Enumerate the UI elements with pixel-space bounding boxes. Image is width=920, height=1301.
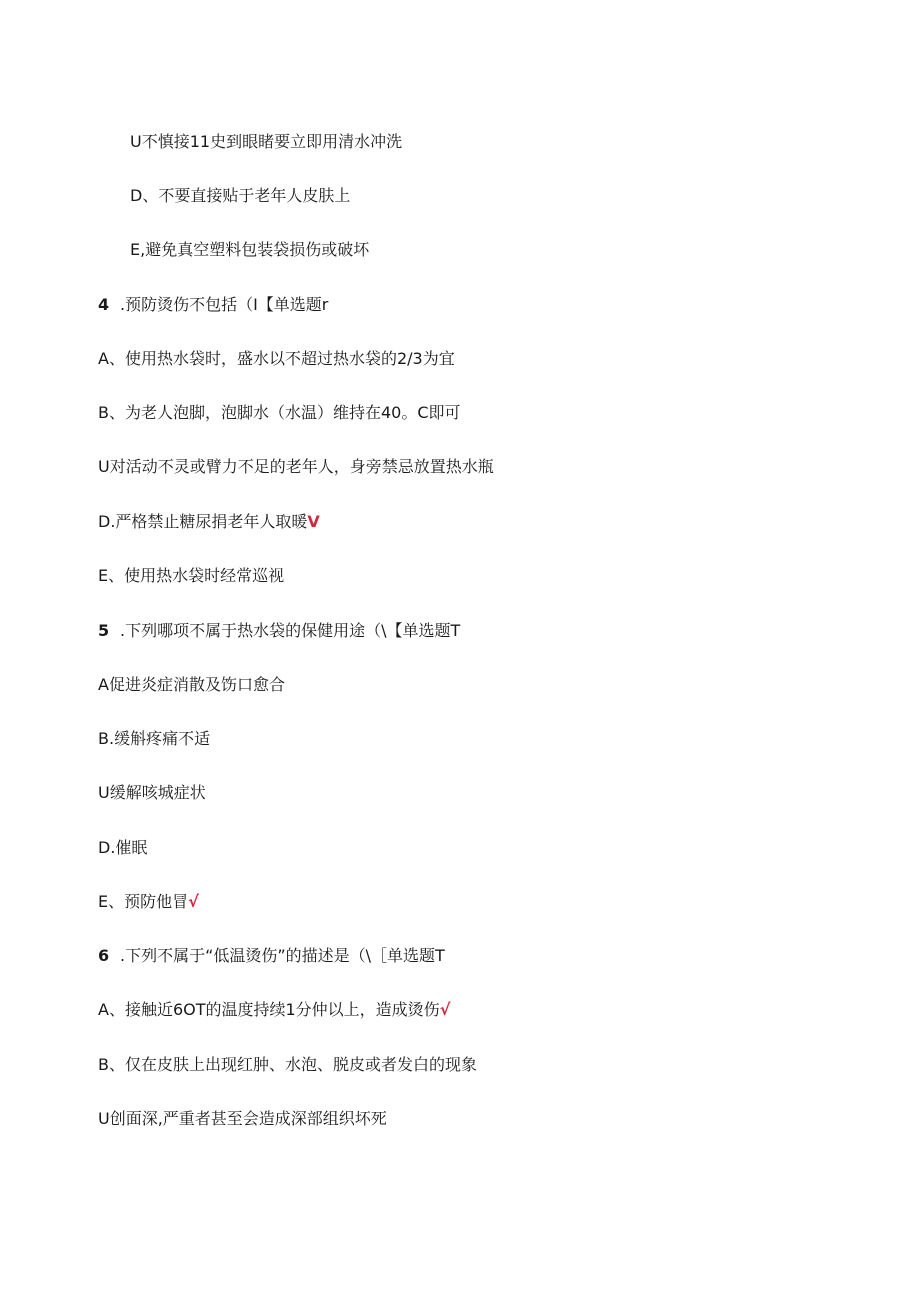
q5-option-a: A促进炎症消散及饬口愈合 — [98, 675, 285, 694]
question-4 — [98, 294, 328, 316]
q4-option-d: D.严格禁止糖尿捐老年人取暖V — [98, 512, 320, 531]
option-e-line: E,避免真空塑料包装袋损伤或破坏 — [130, 240, 370, 259]
q4-option-e: E、使用热水袋时经常巡视 — [98, 566, 285, 585]
option-d-line: D、不要直接贴于老年人皮肤上 — [130, 186, 351, 205]
q5-option-b: B.缓斛疼痛不适 — [98, 729, 211, 748]
question-text: .下列哪项不属于热水袋的保健用途（\【单选题T — [120, 621, 461, 640]
q5-option-e: E、预防他冒√ — [98, 892, 199, 911]
question-6 — [98, 945, 445, 967]
q6-option-a: A、接触近6OT的温度持续1分仲以上，造成烫伤√ — [98, 1000, 451, 1019]
question-number: 5 — [98, 621, 110, 640]
answer-mark: √ — [188, 892, 199, 911]
q4-option-a: A、使用热水袋时，盛水以不超过热水袋的2/3为宜 — [98, 349, 455, 368]
option-c-line: U不慎接11史到眼睹要立即用清水冲洗 — [130, 132, 403, 151]
q5-option-c: U缓解咳城症状 — [98, 783, 206, 802]
q4-option-b: B、为老人泡脚，泡脚水（水温）维持在40。C即可 — [98, 403, 461, 422]
q6-option-c: U创面深,严重者甚至会造成深部组织坏死 — [98, 1109, 387, 1128]
q6-option-b: B、仅在皮肤上出现红肿、水泡、脱皮或者发白的现象 — [98, 1055, 477, 1074]
question-number: 4 — [98, 295, 110, 314]
q4-option-c: U对活动不灵或臂力不足的老年人，身旁禁忌放置热水瓶 — [98, 457, 494, 476]
q5-option-d: D.催眠 — [98, 838, 148, 857]
answer-mark: V — [307, 512, 320, 531]
question-text: .下列不属于“低温烫伤”的描述是（\［单选题T — [120, 946, 445, 965]
question-5 — [98, 620, 460, 642]
answer-mark: √ — [439, 1000, 451, 1019]
question-number: 6 — [98, 946, 110, 965]
question-text: .预防烫伤不包括（I【单选题r — [120, 295, 329, 314]
